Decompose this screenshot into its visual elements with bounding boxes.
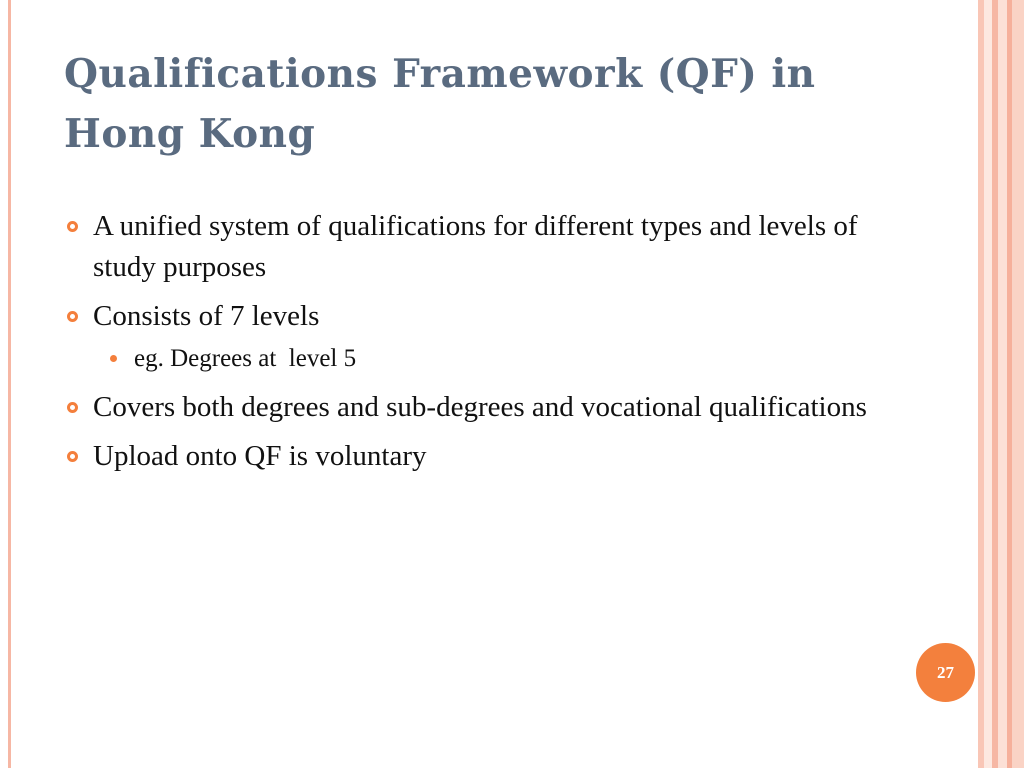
dot-bullet-icon	[110, 355, 117, 362]
slide-title: Qualifications Framework (QF) in Hong Kong	[64, 51, 816, 157]
sub-bullet-text: eg. Degrees at level 5	[134, 345, 357, 372]
bullet-list	[64, 206, 884, 485]
stripe-4	[998, 0, 1007, 768]
ring-bullet-icon	[67, 311, 78, 322]
bullet-text: Consists of 7 levels	[93, 300, 320, 332]
sub-bullet-item	[106, 341, 884, 377]
bullet-text: A unified system of qualifications for different types and levels of study purposes	[93, 210, 858, 283]
stripe-6	[1012, 0, 1024, 768]
bullet-text: Upload onto QF is voluntary	[93, 440, 427, 472]
ring-bullet-icon	[67, 221, 78, 232]
bullet-text: Covers both degrees and sub-degrees and vocational qualifications	[93, 391, 867, 423]
right-border-stripes	[978, 0, 1024, 768]
bullet-item	[64, 206, 884, 288]
ring-bullet-icon	[67, 402, 78, 413]
page-number: 27	[937, 662, 954, 682]
ring-bullet-icon	[67, 451, 78, 462]
page-number-badge	[916, 643, 975, 702]
bullet-item	[64, 436, 884, 477]
left-border-line	[8, 0, 11, 768]
bullet-item	[64, 296, 884, 337]
bullet-item	[64, 387, 884, 428]
stripe-2	[984, 0, 992, 768]
